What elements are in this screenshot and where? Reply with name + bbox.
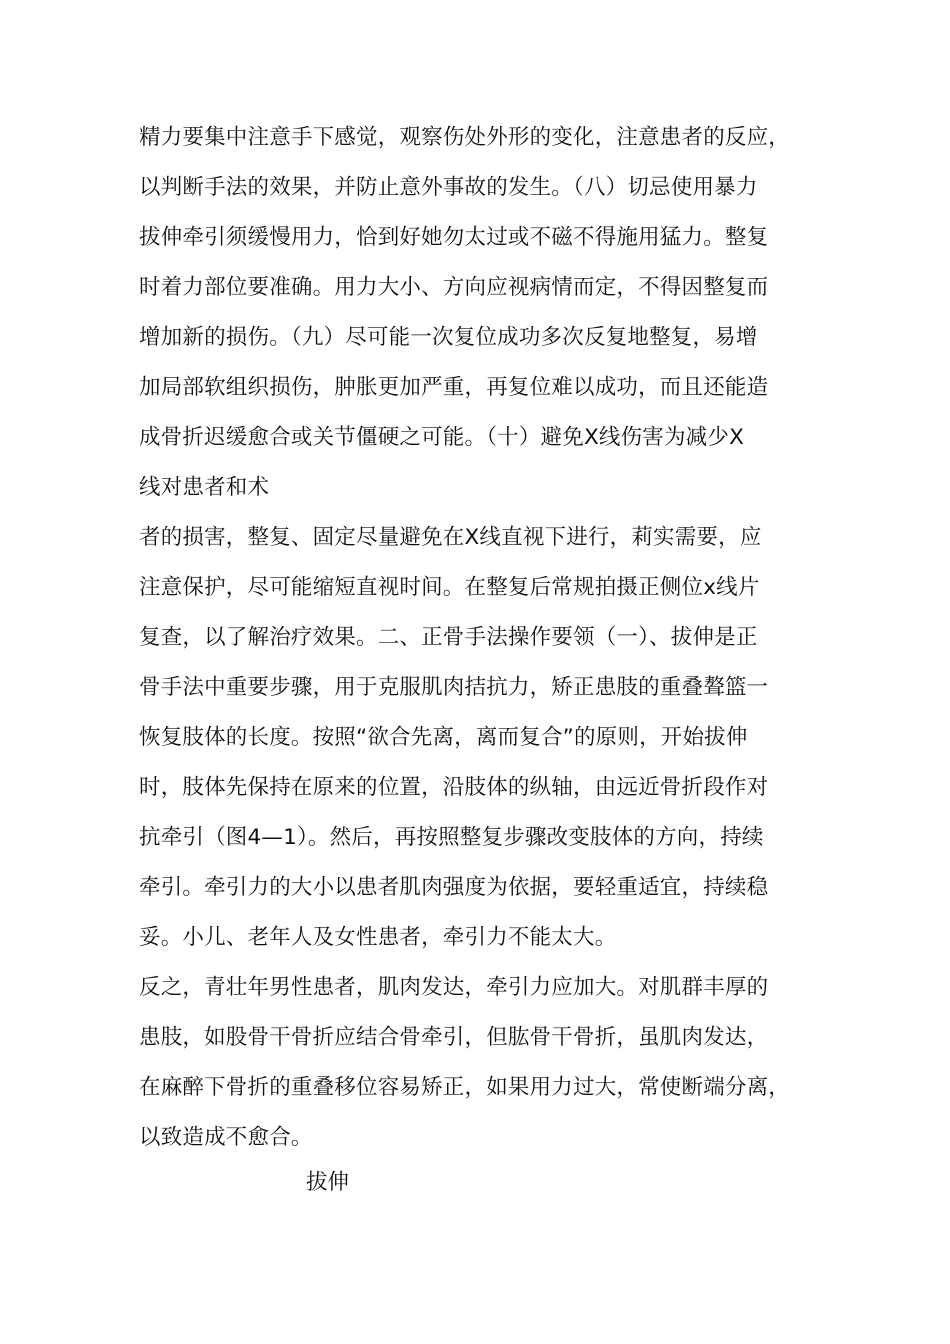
text-line: 恢复肢体的长度。按照“欲合先离，离而复合”的原则，开始拔伸 (139, 725, 748, 750)
text-line: 时，肢体先保持在原来的位置，沿肢体的纵轴，由远近骨折段作对 (139, 775, 769, 800)
text-line: 以判断手法的效果，并防止意外事故的发生。（八）切忌使用暴力 (139, 175, 758, 200)
text-line: 注意保护，尽可能缩短直视时间。在整复后常规拍摄正侧位x线片 (139, 575, 760, 600)
text-line: 妥。小儿、老年人及女性患者，牵引力不能太大。 (139, 925, 617, 950)
text-line: 增加新的损伤。（九）尽可能一次复位成功多次反复地整复，易增 (139, 325, 758, 350)
text-line: 加局部软组织损伤，肿胀更加严重，再复位难以成功，而且还能造 (139, 375, 769, 400)
text-line: 抗牵引（图4—1）。然后，再按照整复步骤改变肢体的方向，持续 (139, 825, 764, 850)
text-line: 拔伸牵引须缓慢用力，恰到好她勿太过或不磁不得施用猛力。整复 (139, 225, 769, 250)
text-line: 牵引。牵引力的大小以患者肌肉强度为依据，要轻重适宜，持续稳 (139, 875, 769, 900)
text-line: 以致造成不愈合。 (139, 1125, 313, 1150)
text-line: 时着力部位要准确。用力大小、方向应视病情而定，不得因整复而 (139, 275, 769, 300)
text-line: 线对患者和术 (139, 475, 270, 500)
text-line: 在麻醉下骨折的重叠移位容易矫正，如果用力过大，常使断端分离， (139, 1075, 791, 1100)
body-text (139, 113, 819, 1163)
text-line: 患肢，如股骨干骨折应结合骨牵引，但肱骨干骨折，虽肌肉发达， (139, 1025, 769, 1050)
text-line: 成骨折迟缓愈合或关节僵硬之可能。（十）避免X线伤害为减少X (139, 425, 745, 450)
text-line: 精力要集中注意手下感觉，观察伤处外形的变化，注意患者的反应， (139, 125, 791, 150)
text-line: 者的损害，整复、固定尽量避免在X线直视下进行，莉实需要，应 (139, 525, 762, 550)
text-line: 骨手法中重要步骤，用于克服肌肉拮抗力，矫正患肢的重叠聱篮一 (139, 675, 769, 700)
figure-caption: 拔伸 (306, 1170, 350, 1195)
text-line: 复查，以了解治疗效果。二、正骨手法操作要领（一）、拔伸是正 (139, 625, 758, 650)
text-line: 反之，青壮年男性患者，肌肉发达，牵引力应加大。对肌群丰厚的 (139, 975, 769, 1000)
